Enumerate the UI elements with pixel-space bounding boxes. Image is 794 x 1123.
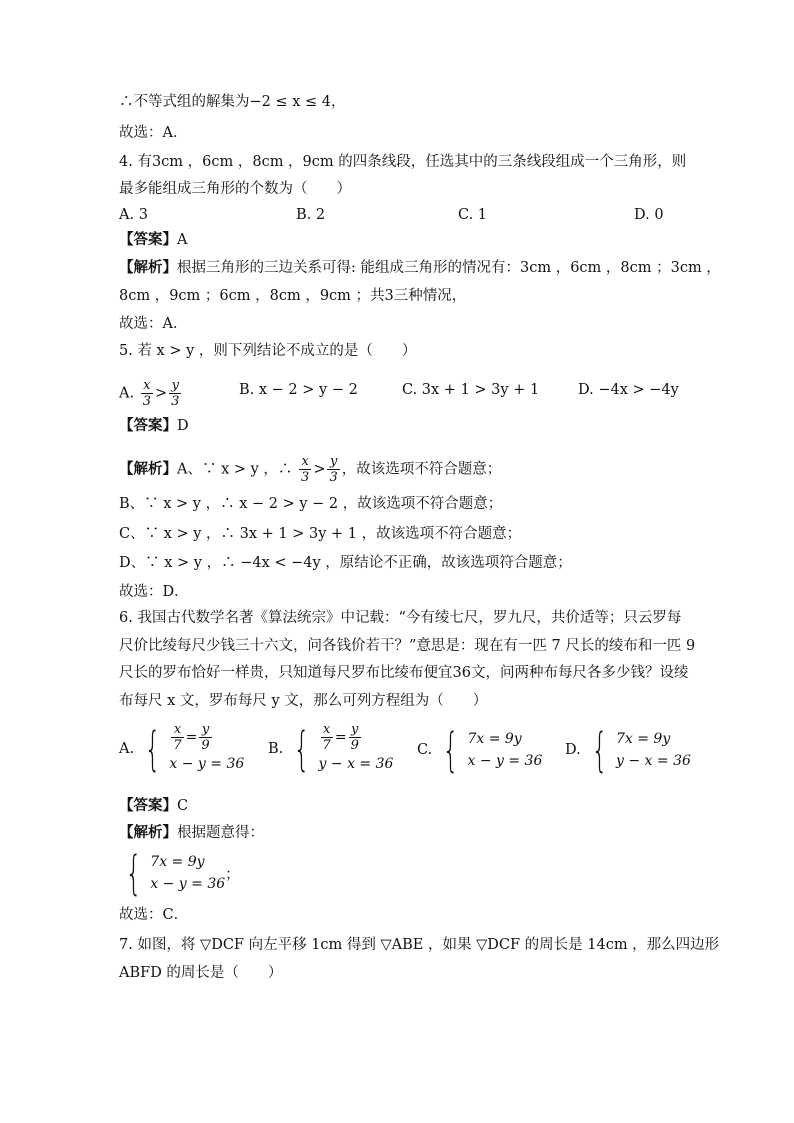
denominator: 3 (142, 394, 151, 409)
answer-tag: 【答案】 (119, 797, 177, 814)
question-5: 5. 若 x > y ，则下列结论不成立的是（ ） (119, 343, 417, 359)
question-6-cont: 尺长的罗布恰好一样贵，只知道每尺罗布比绫布便宜36文，问两种布每尺各多少钱？设绫 (119, 665, 689, 681)
q6-option-c (417, 723, 543, 777)
numerator: x (321, 722, 333, 738)
explanation-tag: 【解析】 (119, 259, 177, 276)
select-4: 故选：A． (119, 316, 188, 332)
equation: 7x = 9y (467, 731, 522, 747)
answer-tag: 【答案】 (119, 417, 177, 434)
explanation-text: 根据题意得： (177, 825, 264, 841)
explanation-4-cont: 8cm ，9cm ；6cm ，8cm ，9cm ；共3三种情况， (119, 288, 467, 304)
equation: y − x = 36 (318, 756, 394, 772)
explanation-4 (119, 258, 721, 278)
option-label: D. (565, 742, 581, 758)
question-4: 4. 有3cm ，6cm ，8cm ，9cm 的四条线段，任选其中的三条线段组成一个三角形，则 (119, 154, 687, 170)
numerator: x (299, 454, 311, 470)
explanation-6-system (119, 846, 240, 900)
equation: 7x = 9y (616, 731, 671, 747)
option-label: A. (119, 740, 135, 757)
q6-option-a: A. { $\frac{x}{7}$ = $\frac{y}{9}$ x − y = 36 (119, 721, 245, 776)
fraction (169, 378, 181, 409)
explanation-5d: D、∵ x > y ，∴ −4x < −4y ，原结论不正确，故该选项符合题意； (119, 555, 572, 571)
option-label: B. (268, 740, 284, 757)
answer-value: A (177, 232, 188, 248)
question-6-cont: 布每尺 x 文，罗布每尺 y 文，那么可列方程组为（ ） (119, 693, 488, 709)
brace-icon: { (442, 723, 459, 777)
denominator: 9 (350, 738, 359, 753)
text-line: ∴不等式组的解集为−2 ≤ x ≤ 4， (119, 94, 346, 110)
fraction (349, 722, 361, 753)
q5-option-a: A. $\frac{x}{3}$ > $\frac{y}{3}$ (119, 378, 180, 409)
brace-icon: { (293, 721, 310, 776)
numerator: x (171, 722, 183, 738)
fraction (141, 378, 153, 409)
explanation-5a: 【解析】A、∵ x > y ，∴ $\frac{x}{3}$ > $\frac{y}{3}$ ，故该选项不符合题意； (119, 454, 502, 485)
question-4-cont: 最多能组成三角形的个数为（ ） (119, 181, 351, 197)
explanation-tag: 【解析】 (119, 824, 177, 841)
numerator: y (169, 378, 181, 394)
fraction (199, 722, 211, 753)
answer-value: D (177, 418, 189, 434)
option-label: A. (119, 385, 135, 402)
equation: x − y = 36 (169, 756, 245, 772)
text-line: 故选：A． (119, 125, 188, 141)
explanation-text: A、∵ x > y ，∴ (177, 461, 293, 478)
denominator: 3 (171, 394, 180, 409)
equation: x − y = 36 (467, 753, 543, 769)
equation: y − x = 36 (616, 753, 691, 769)
numerator: y (349, 722, 361, 738)
numerator: y (199, 722, 211, 738)
answer-6 (119, 796, 188, 816)
q4-option-d: D. 0 (634, 207, 664, 223)
denominator: 3 (329, 470, 338, 485)
question-6-cont: 尺价比绫每尺少钱三十六文，问各钱价若干？”意思是：现在有一匹 7 尺长的绫布和一匹 9 (119, 638, 696, 654)
brace-icon: { (125, 846, 142, 900)
denominator: 7 (173, 738, 182, 753)
question-7: 7. 如图，将 ▽DCF 向左平移 1cm 得到 ▽ABE ，如果 ▽DCF 的周长是 14cm ，那么四边形 (119, 937, 720, 953)
explanation-tag: 【解析】 (119, 460, 177, 478)
q5-option-c: C. 3x + 1 > 3y + 1 (402, 382, 540, 398)
fraction (299, 454, 311, 485)
denominator: 9 (201, 738, 210, 753)
explanation-5b: B、∵ x > y ，∴ x − 2 > y − 2 ，故该选项不符合题意； (119, 496, 503, 512)
fraction (321, 722, 333, 753)
q4-option-a: A. 3 (119, 207, 148, 223)
explanation-6 (119, 823, 264, 843)
denominator: 3 (301, 470, 310, 485)
explanation-5c: C、∵ x > y ，∴ 3x + 1 > 3y + 1 ，故该选项不符合题意； (119, 526, 522, 542)
q6-option-d (565, 723, 691, 777)
brace-icon: { (591, 723, 608, 777)
answer-value: C (177, 798, 189, 814)
q5-option-b: B. x − 2 > y − 2 (239, 382, 358, 398)
explanation-text: ，故该选项不符合题意； (341, 461, 502, 478)
q5-option-d: D. −4x > −4y (578, 382, 679, 398)
q4-option-c: C. 1 (458, 207, 488, 223)
answer-4 (119, 230, 187, 250)
fraction (327, 454, 339, 485)
select-6: 故选：C． (119, 907, 189, 923)
question-6: 6. 我国古代数学名著《算法统宗》中记载：“今有绫七尺，罗九尺，共价适等；只云罗每 (119, 610, 682, 626)
q6-option-b: B. { $\frac{x}{7}$ = $\frac{y}{9}$ y − x = 36 (268, 721, 394, 776)
numerator: y (327, 454, 339, 470)
question-7-cont: ABFD 的周长是（ ） (119, 965, 283, 981)
numerator: x (141, 378, 153, 394)
option-label: C. (417, 742, 433, 758)
equation: x − y = 36 (150, 876, 226, 892)
equation: 7x = 9y (150, 854, 205, 870)
explanation-text: 根据三角形的三边关系可得: 能组成三角形的情况有：3cm ，6cm ，8cm ；3cm ， (177, 260, 721, 276)
brace-icon: { (144, 721, 161, 776)
answer-tag: 【答案】 (119, 231, 177, 248)
select-5: 故选：D． (119, 584, 189, 600)
denominator: 7 (322, 738, 331, 753)
answer-5 (119, 416, 189, 436)
fraction (171, 722, 183, 753)
q4-option-b: B. 2 (296, 207, 326, 223)
punctuation: ； (225, 866, 240, 883)
